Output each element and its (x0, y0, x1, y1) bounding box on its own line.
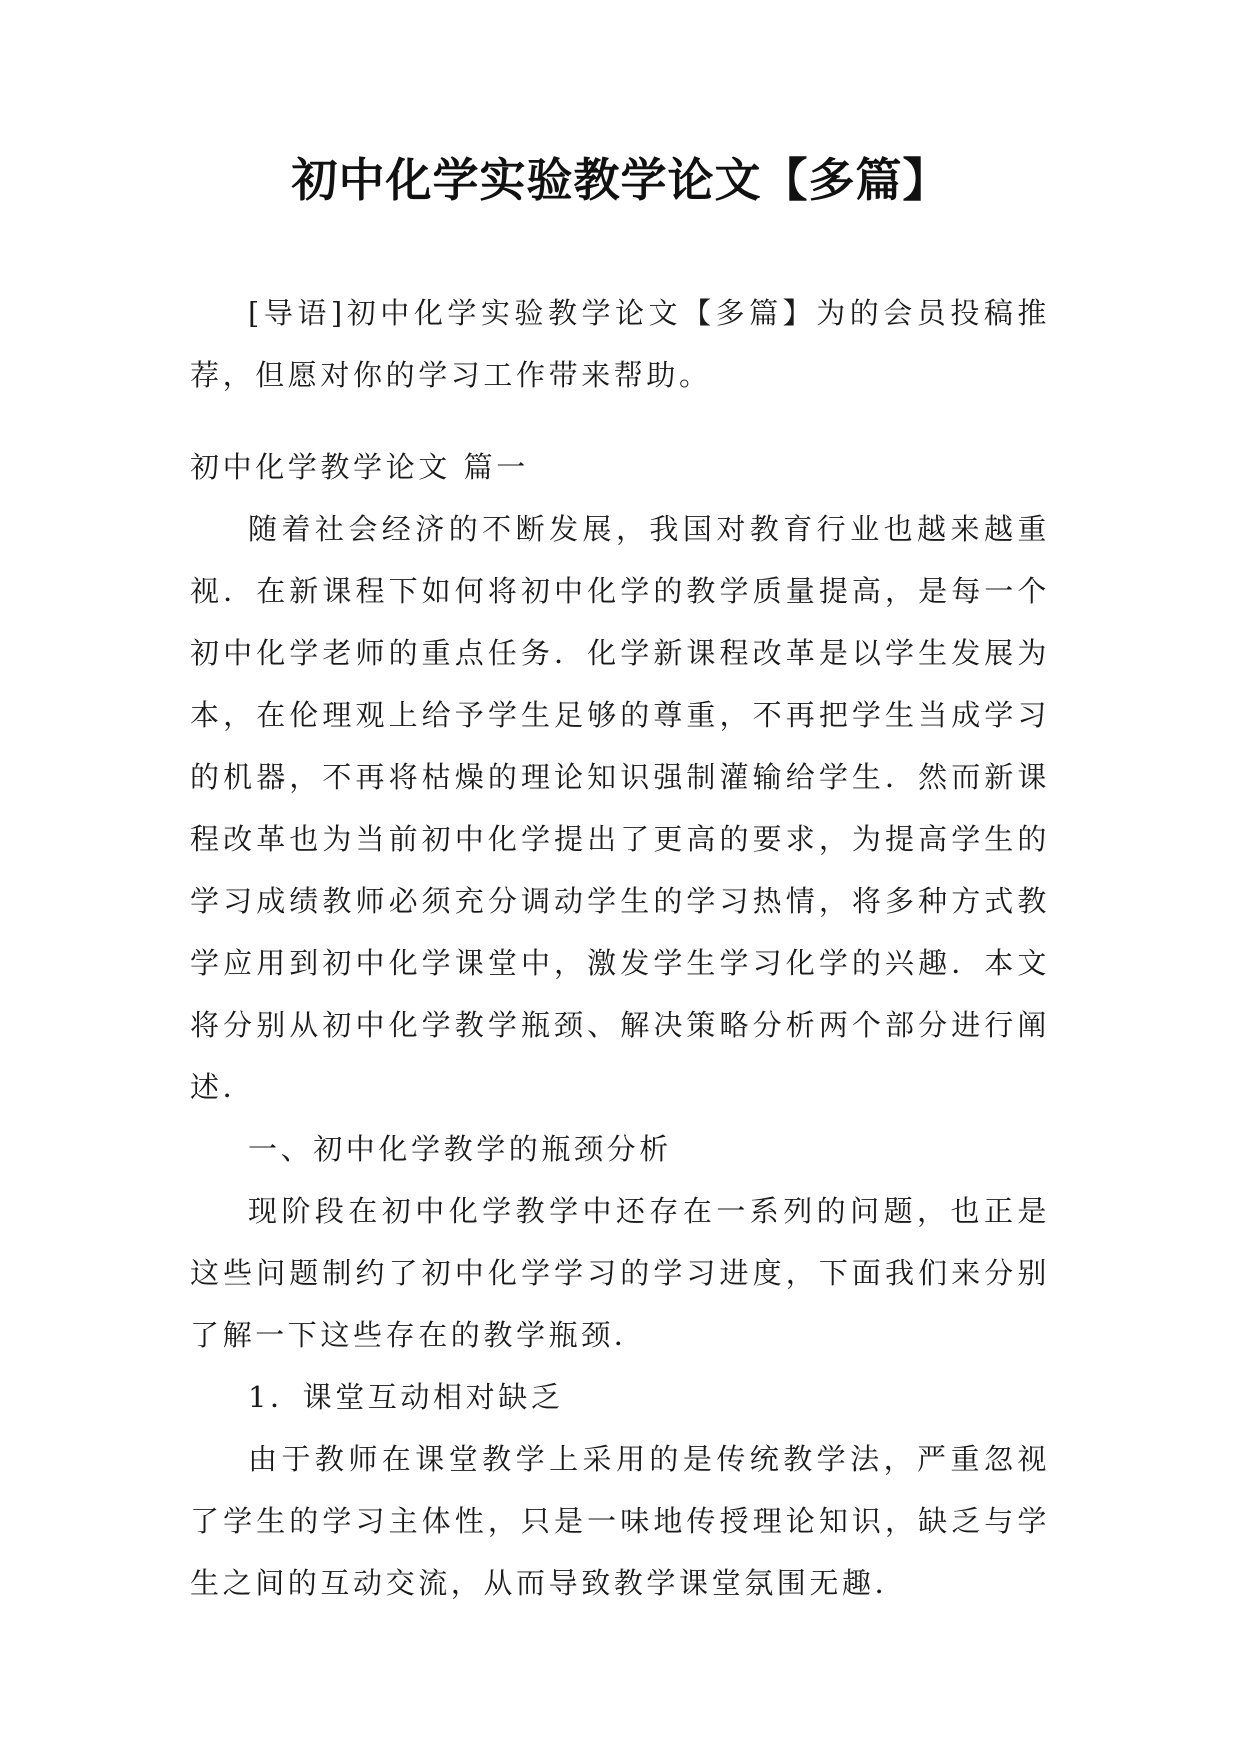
section-heading: 初中化学教学论文 篇一 (190, 450, 529, 484)
document-title: 初中化学实验教学论文【多篇】 (291, 153, 950, 207)
body-paragraph: 随着社会经济的不断发展，我国对教育行业也越来越重视．在新课程下如何将初中化学的教学质量提高，是每一个初中化学老师的重点任务．化学新课程改革是以学生发展为本，在伦理观上给予学生足够的尊重，不再把学生当成学习的机器，不再将枯燥的理论知识强制灌输给学生．然而新课程改革也为当前初中化学提出了更高的要求，为提高学生的学习成绩教师必须充分调动学生的学习热情，将多种方式教学应用到初中化学课堂中，激发学生学习化学的兴趣．本文将分别从初中化学教学瓶颈、解决策略分析两个部分进行阐述． (190, 512, 1050, 1104)
document-body (190, 282, 1050, 1614)
subsection-heading: 1．课堂互动相对缺乏 (248, 1380, 564, 1414)
intro-paragraph: [导语]初中化学实验教学论文【多篇】为的会员投稿推荐，但愿对你的学习工作带来帮助。 (190, 296, 1050, 392)
body-paragraph: 现阶段在初中化学教学中还存在一系列的问题，也正是这些问题制约了初中化学学习的学习进度，下面我们来分别了解一下这些存在的教学瓶颈． (190, 1194, 1050, 1352)
subsection-heading: 一、初中化学教学的瓶颈分析 (248, 1132, 672, 1166)
body-paragraph: 由于教师在课堂教学上采用的是传统教学法，严重忽视了学生的学习主体性，只是一味地传授理论知识，缺乏与学生之间的互动交流，从而导致教学课堂氛围无趣． (190, 1442, 1050, 1600)
spacer (190, 406, 1050, 436)
